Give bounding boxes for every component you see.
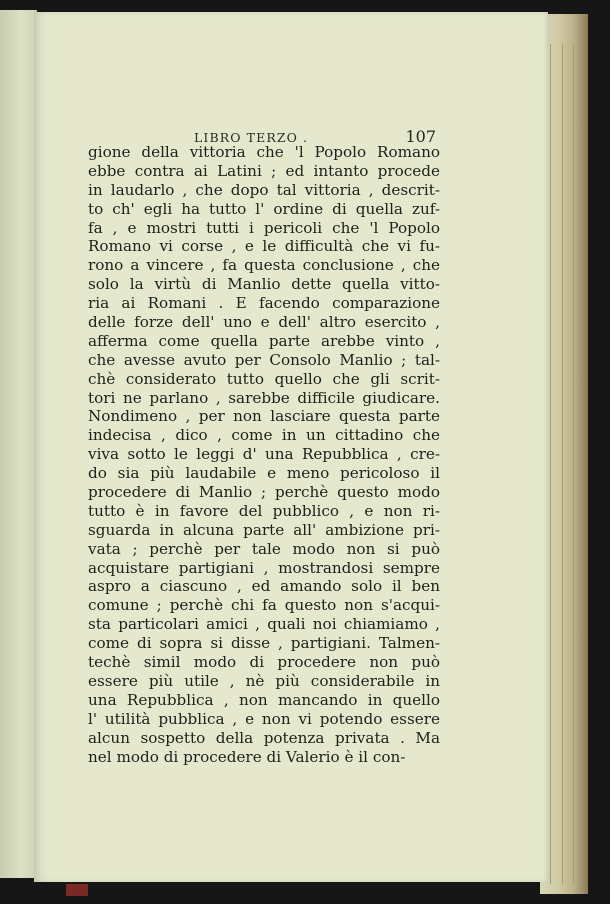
text-line: sguarda in alcuna parte all' ambizione pri- — [88, 520, 440, 539]
text-line: tutto è in favore del pubblico , e non ri- — [88, 501, 440, 520]
text-line: to ch' egli ha tutto l' ordine di quella zuf- — [88, 199, 440, 218]
bookmark-ribbon — [66, 884, 88, 896]
text-line: indecisa , dico , come in un cittadino che — [88, 426, 440, 445]
book-page — [34, 12, 548, 882]
text-line: chè considerato tutto quello che gli scrit- — [88, 369, 440, 388]
text-line: Romano vi corse , e le difficultà che vi fu- — [88, 237, 440, 256]
text-line: aspro a ciascuno , ed amando solo il ben — [88, 577, 440, 596]
text-line: in laudarlo , che dopo tal vittoria , descrit- — [88, 180, 440, 199]
text-line: ria ai Romani . E facendo comparazione — [88, 294, 440, 313]
page-edge-line — [550, 44, 551, 884]
page-edge-line — [562, 44, 563, 884]
text-line: essere più utile , nè più considerabile in — [88, 671, 440, 690]
text-line: l' utilità pubblica , e non vi potendo essere — [88, 709, 440, 728]
text-line: come di sopra si disse , partigiani. Talmen- — [88, 634, 440, 653]
page-edge-line — [573, 44, 574, 884]
text-line: nel modo di procedere di Valerio è il con- — [88, 747, 406, 766]
running-head-title: LIBRO TERZO . — [194, 130, 309, 145]
text-line: che avesse avuto per Consolo Manlio ; tal- — [88, 350, 440, 369]
text-line: ebbe contra ai Latini ; ed intanto procede — [88, 161, 440, 180]
text-line: do sia più laudabile e meno pericoloso il — [88, 464, 440, 483]
text-line: Nondimeno , per non lasciare questa parte — [88, 407, 440, 426]
text-line: solo la virtù di Manlio dette quella vitto- — [88, 275, 440, 294]
page-number: 107 — [405, 127, 436, 146]
body-text — [88, 143, 440, 766]
text-line: tori ne parlano , sarebbe difficile giudicare. — [88, 388, 440, 407]
facing-page-edge — [0, 10, 37, 878]
text-line: gione della vittoria che 'l Popolo Romano — [88, 143, 440, 161]
text-line: vata ; perchè per tale modo non si può — [88, 539, 440, 558]
text-line: acquistare partigiani , mostrandosi sempre — [88, 558, 440, 577]
text-line: sta particolari amici , quali noi chiamiamo , — [88, 615, 440, 634]
text-line: afferma come quella parte arebbe vinto , — [88, 331, 440, 350]
text-line: procedere di Manlio ; perchè questo modo — [88, 483, 440, 502]
text-line: rono a vincere , fa questa conclusione , che — [88, 256, 440, 275]
text-line: techè simil modo di procedere non può — [88, 653, 440, 672]
text-line: comune ; perchè chi fa questo non s'acqui- — [88, 596, 440, 615]
text-line: delle forze dell' uno e dell' altro esercito , — [88, 313, 440, 332]
text-line: viva sotto le leggi d' una Repubblica , cre- — [88, 445, 440, 464]
text-line: fa , e mostri tutti i pericoli che 'l Popolo — [88, 218, 440, 237]
text-line: alcun sospetto della potenza privata . Ma — [88, 728, 440, 747]
text-line: una Repubblica , non mancando in quello — [88, 690, 440, 709]
